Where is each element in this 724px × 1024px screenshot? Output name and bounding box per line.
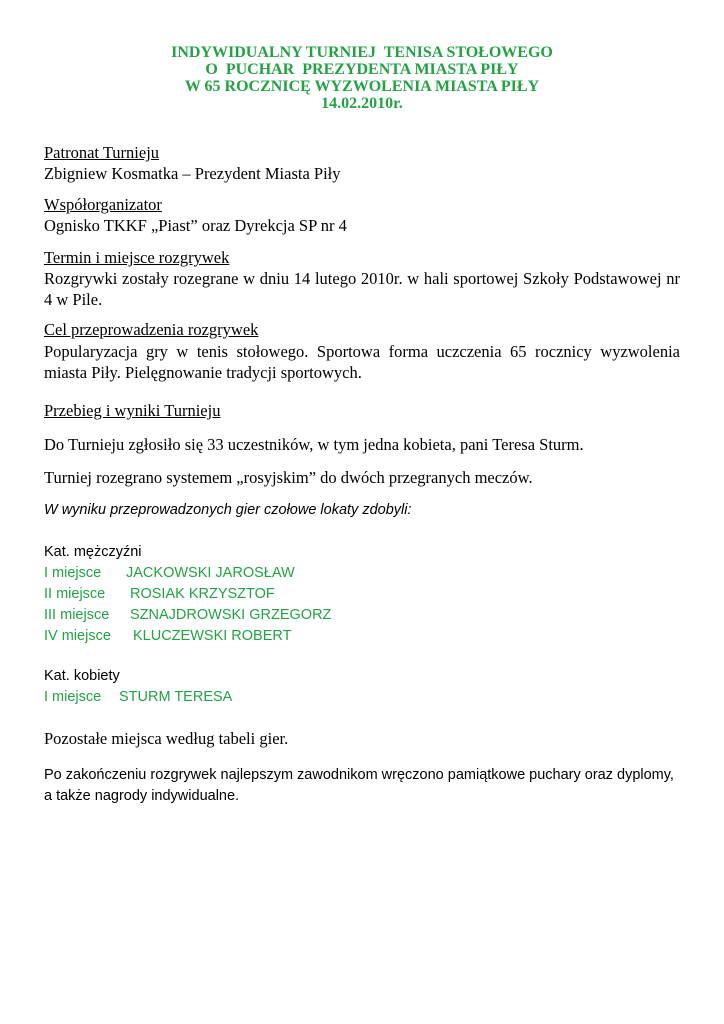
- venue-text: Rozgrywki zostały rozegrane w dniu 14 lutego 2010r. w hali sportowej Szkoły Podstawowej nr 4 w Pile.: [44, 269, 680, 309]
- patronage-heading: Patronat Turnieju: [44, 143, 160, 162]
- list-item: [44, 605, 331, 626]
- place-label: III miejsce: [44, 607, 110, 623]
- patronage-section: [44, 142, 680, 184]
- place-label: I miejsce: [44, 565, 102, 581]
- player-name: STURM TERESA: [119, 689, 233, 705]
- results-intro: W wyniku przeprowadzonych gier czołowe lokaty zdobyli:: [44, 502, 412, 518]
- coorganizer-section: [44, 194, 680, 236]
- coorganizer-heading: Współorganizator: [44, 195, 162, 214]
- women-category: [44, 666, 232, 708]
- results-para-2: Turniej rozegrano systemem „rosyjskim” do dwóch przegranych meczów.: [44, 468, 533, 487]
- list-item: [44, 584, 331, 605]
- results-para-1: Do Turnieju zgłosiło się 33 uczestników, w tym jedna kobieta, pani Teresa Sturm.: [44, 435, 584, 454]
- list-item: [44, 626, 331, 647]
- goal-section: [44, 319, 680, 383]
- player-name: ROSIAK KRZYSZTOF: [130, 586, 275, 602]
- list-item: [44, 563, 331, 584]
- title-line-3: W 65 ROCZNICĘ WYZWOLENIA MIASTA PIŁY: [184, 78, 540, 95]
- goal-heading: Cel przeprowadzenia rozgrywek: [44, 320, 259, 339]
- title-line-2: O PUCHAR PREZYDENTA MIASTA PIŁY: [205, 61, 519, 78]
- men-category: [44, 542, 331, 647]
- venue-section: [44, 247, 680, 310]
- men-category-label: Kat. mężczyźni: [44, 544, 142, 560]
- player-name: SZNAJDROWSKI GRZEGORZ: [130, 607, 332, 623]
- awards-text: Po zakończeniu rozgrywek najlepszym zawodnikom wręczono pamiątkowe puchary oraz dyplomy, a także nagrody indywidualne.: [44, 767, 674, 804]
- player-name: JACKOWSKI JAROSŁAW: [126, 565, 295, 581]
- title-line-1: INDYWIDUALNY TURNIEJ TENISA STOŁOWEGO: [171, 44, 553, 61]
- results-heading: Przebieg i wyniki Turnieju: [44, 401, 221, 420]
- document-title: [0, 44, 724, 112]
- venue-heading: Termin i miejsce rozgrywek: [44, 248, 230, 267]
- patronage-text: Zbigniew Kosmatka – Prezydent Miasta Piły: [44, 164, 341, 183]
- other-places-text: Pozostałe miejsca według tabeli gier.: [44, 729, 289, 748]
- coorganizer-text: Ognisko TKKF „Piast” oraz Dyrekcja SP nr 4: [44, 216, 347, 235]
- player-name: KLUCZEWSKI ROBERT: [133, 628, 292, 644]
- women-category-label: Kat. kobiety: [44, 668, 120, 684]
- place-label: II miejsce: [44, 586, 106, 602]
- list-item: [44, 687, 232, 708]
- place-label: IV miejsce: [44, 628, 111, 644]
- goal-text: Popularyzacja gry w tenis stołowego. Sportowa forma uczczenia 65 rocznicy wyzwolenia miasta Piły. Pielęgnowanie tradycji sportowych.: [44, 342, 680, 382]
- title-date: 14.02.2010r.: [321, 95, 403, 112]
- place-label: I miejsce: [44, 689, 102, 705]
